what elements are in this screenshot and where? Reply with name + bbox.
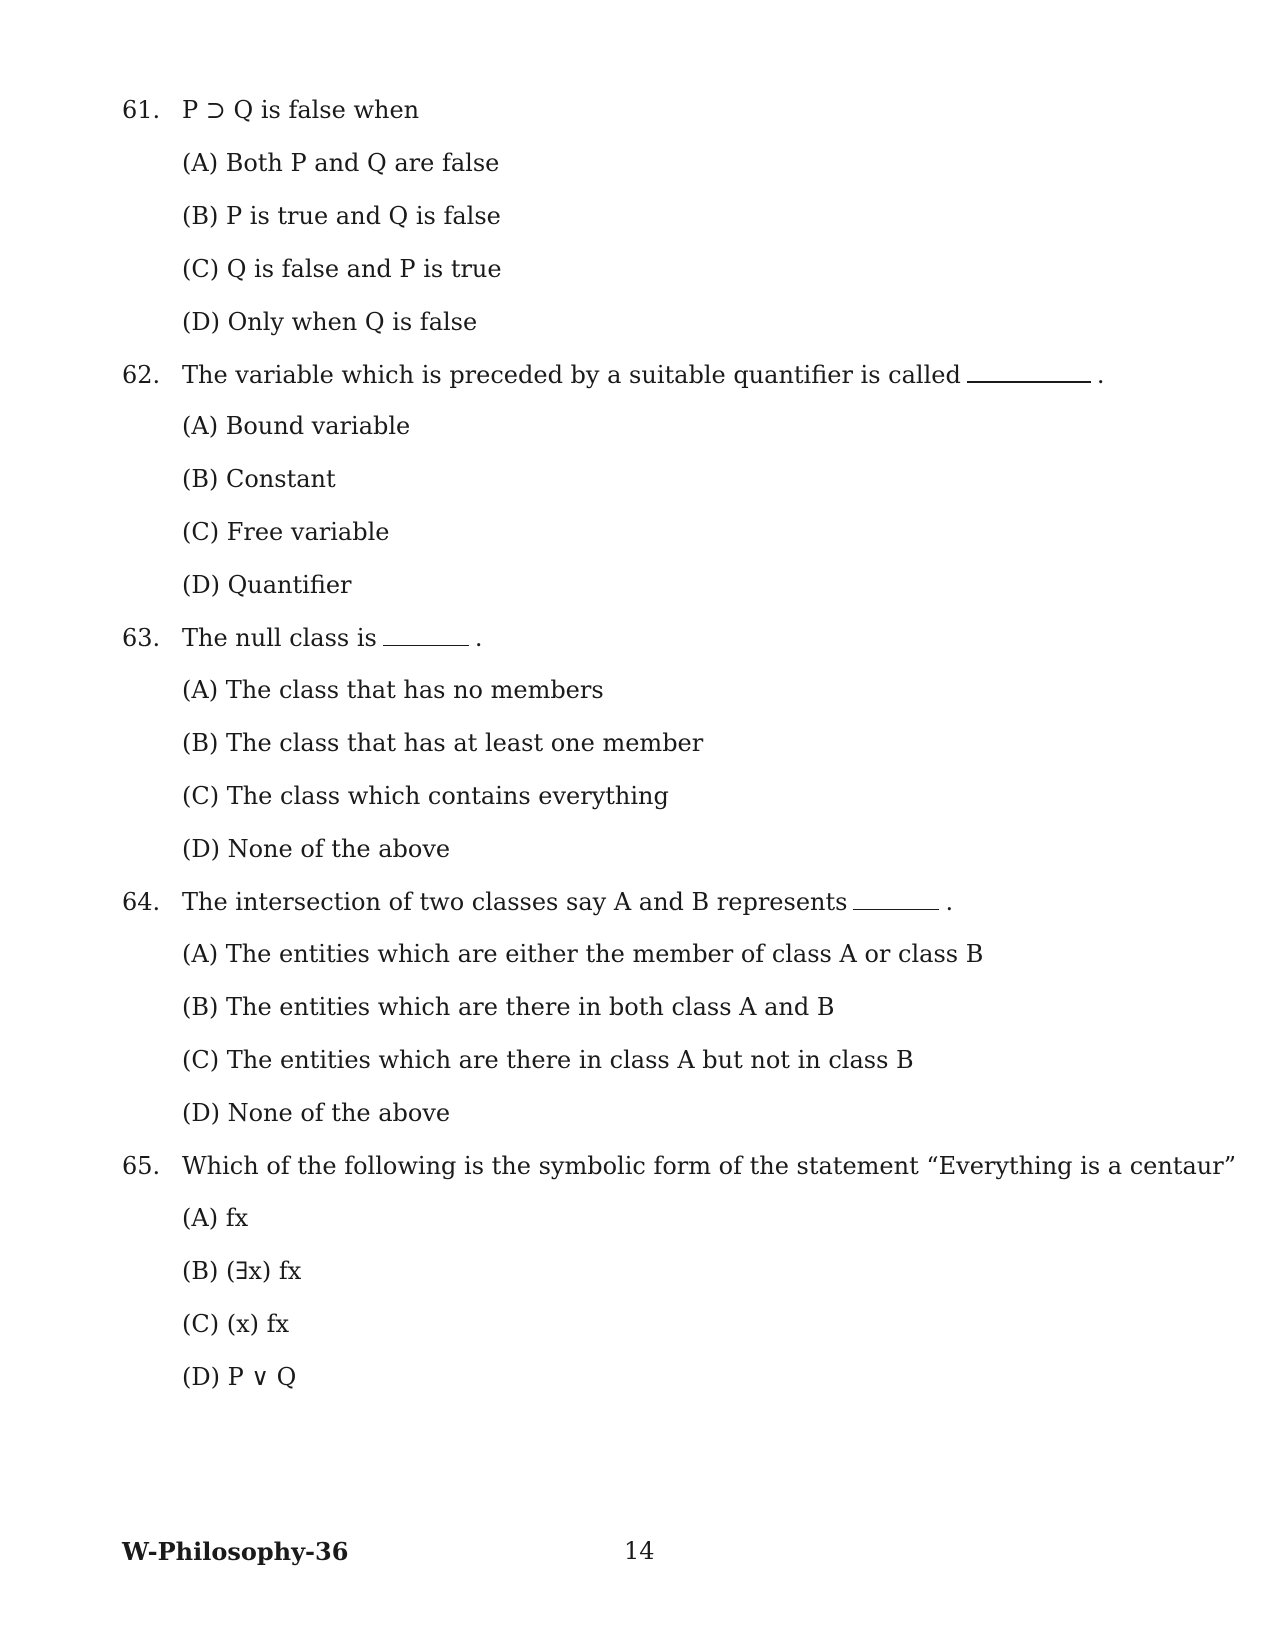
question-stem: The intersection of two classes say A and B represents xyxy=(182,888,848,916)
option-61-d: (D) Only when Q is false xyxy=(182,308,478,336)
option-63-d: (D) None of the above xyxy=(182,835,451,863)
question-64 xyxy=(122,887,1162,917)
question-61 xyxy=(122,95,1162,125)
option-62-c: (C) Free variable xyxy=(182,518,390,546)
answer-blank xyxy=(853,908,939,910)
question-stem: Which of the following is the symbolic form of the statement “Everything is a centaur” xyxy=(182,1152,1236,1180)
question-number: 63. xyxy=(122,624,161,652)
option-61-c: (C) Q is false and P is true xyxy=(182,255,502,283)
answer-blank xyxy=(967,380,1091,383)
question-62 xyxy=(122,360,1162,390)
question-number: 65. xyxy=(122,1152,161,1180)
option-65-a: (A) fx xyxy=(182,1204,249,1232)
option-63-a: (A) The class that has no members xyxy=(182,676,604,704)
option-61-a: (A) Both P and Q are false xyxy=(182,149,500,177)
question-63 xyxy=(122,623,1162,653)
option-64-a: (A) The entities which are either the member of class A or class B xyxy=(182,940,984,968)
stem-period: . xyxy=(1096,361,1105,389)
option-62-d: (D) Quantifier xyxy=(182,571,352,599)
stem-period: . xyxy=(945,888,954,916)
option-65-b: (B) (∃x) fx xyxy=(182,1257,302,1285)
option-64-d: (D) None of the above xyxy=(182,1099,451,1127)
answer-blank xyxy=(383,644,469,646)
option-65-c: (C) (x) fx xyxy=(182,1310,290,1338)
option-64-c: (C) The entities which are there in class A but not in class B xyxy=(182,1046,914,1074)
option-61-b: (B) P is true and Q is false xyxy=(182,202,501,230)
question-number: 61. xyxy=(122,96,161,124)
question-stem: The variable which is preceded by a suitable quantifier is called xyxy=(182,361,961,389)
option-62-b: (B) Constant xyxy=(182,465,336,493)
option-65-d: (D) P ∨ Q xyxy=(182,1363,297,1391)
option-63-c: (C) The class which contains everything xyxy=(182,782,669,810)
question-stem: P ⊃ Q is false when xyxy=(182,96,420,124)
stem-period: . xyxy=(474,624,483,652)
question-number: 64. xyxy=(122,888,161,916)
option-62-a: (A) Bound variable xyxy=(182,412,411,440)
question-stem: The null class is xyxy=(182,624,377,652)
option-64-b: (B) The entities which are there in both class A and B xyxy=(182,993,835,1021)
question-number: 62. xyxy=(122,361,161,389)
question-65 xyxy=(122,1151,1236,1181)
option-63-b: (B) The class that has at least one member xyxy=(182,729,704,757)
paper-code: W-Philosophy-36 xyxy=(122,1537,349,1566)
page-number: 14 xyxy=(624,1537,655,1565)
